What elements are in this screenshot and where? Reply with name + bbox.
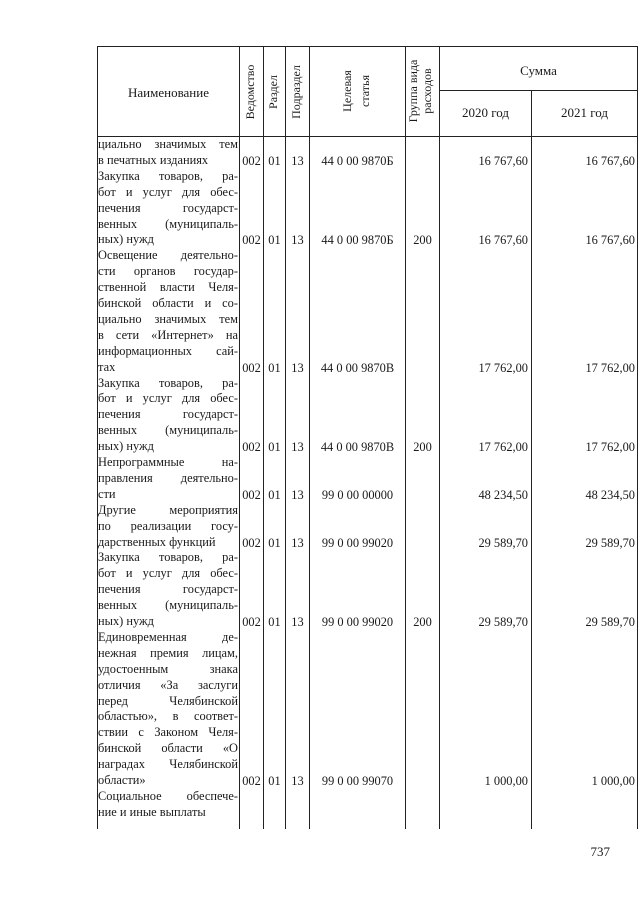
row-podrazdel: 13 [291,774,304,788]
row-name-line: нежная премия лицам, [98,645,238,660]
row-vid-rashodov: 200 [413,233,432,248]
row-name-line: Социальное обеспече- [98,788,238,803]
page-number: 737 [590,844,610,859]
row-name-line: ствии с Законом Челя- [98,725,238,740]
row-name-line: Закупка товаров, ра- [98,550,238,565]
table-top-border [97,46,638,47]
row-podrazdel: 13 [291,153,304,168]
row-celevaya-statya: 44 0 00 9870Б [321,233,394,248]
row-podrazdel: 13 [291,487,304,502]
header-summa: Сумма [520,63,557,78]
row-sum-2020: 16 767,60 [478,233,528,248]
header-name: Наименование [128,85,209,100]
row-razdel: 01 [268,153,281,168]
row-sum-2021: 1 000,00 [591,774,635,788]
row-vedomstvo: 002 [242,440,261,455]
row-vedomstvo: 002 [242,360,261,375]
row-name-line: бот и услуг для обес- [98,184,238,199]
row-name-line: перед Челябинской [98,693,238,708]
row-name-line: Освещение деятельно- [98,248,238,263]
row-name-line: ственной власти Челя- [98,280,238,295]
row-name-line: ных) нужд [98,439,154,454]
row-name-line: в печатных изданиях [98,152,209,167]
header-gruppa-1: Группа вида [406,59,420,123]
header-celevaya-2: статья [358,75,372,107]
row-name-line: печения государст- [98,200,238,215]
row-name-line: бинской области и со- [98,296,238,310]
row-vedomstvo: 002 [242,535,261,550]
row-sum-2020: 29 589,70 [478,535,528,550]
row-name-line: венных (муниципаль- [98,423,238,438]
row-name-line: бот и услуг для обес- [98,391,238,406]
row-vedomstvo: 002 [242,487,261,502]
row-sum-2020: 17 762,00 [478,360,528,375]
row-razdel: 01 [268,360,281,375]
row-sum-2021: 29 589,70 [585,615,635,629]
row-podrazdel: 13 [291,233,304,248]
row-podrazdel: 13 [291,360,304,375]
col-border-vr [405,46,406,829]
row-sum-2021: 17 762,00 [585,440,635,455]
row-name-line: ние и иные выплаты [98,804,206,819]
row-sum-2020: 17 762,00 [478,440,528,455]
col-border-right [637,46,638,829]
sum-header-divider [439,90,638,91]
row-sum-2021: 48 234,50 [585,487,635,502]
row-name-line: циально значимых тем [98,137,238,151]
row-podrazdel: 13 [291,615,304,629]
header-year-2020: 2020 год [462,105,509,120]
row-name-line: удостоенным знака [98,661,238,676]
row-name-line: циально значимых тем [98,311,238,326]
row-name-line: областью», в соответ- [98,709,238,724]
row-razdel: 01 [268,487,281,502]
row-name-line: по реализации госу- [98,518,238,533]
row-vedomstvo: 002 [242,774,261,788]
header-gruppa-2: расходов [420,68,434,114]
row-sum-2021: 16 767,60 [585,153,635,168]
row-name-line: Непрограммные на- [98,455,238,469]
row-sum-2020: 1 000,00 [484,774,528,788]
row-name-line: Другие мероприятия [98,502,238,517]
row-podrazdel: 13 [291,440,304,455]
row-name-line: области» [98,773,146,787]
row-celevaya-statya: 44 0 00 9870В [320,360,395,375]
row-sum-2021: 17 762,00 [585,360,635,375]
row-name-line: наградах Челябинской [98,757,238,772]
row-razdel: 01 [268,615,281,629]
row-name-line: информационных сай- [98,343,238,358]
row-sum-2020: 48 234,50 [478,487,528,502]
row-name-line: Единовременная де- [98,629,238,644]
row-celevaya-statya: 99 0 00 99020 [321,535,394,550]
row-celevaya-statya: 99 0 00 00000 [321,487,394,502]
row-celevaya-statya: 44 0 00 9870В [320,440,395,455]
row-vedomstvo: 002 [242,615,261,629]
header-podrazdel: Подраздел [289,65,303,119]
row-name-line: отличия «За заслуги [98,677,238,692]
row-name-line: ных) нужд [98,614,154,628]
row-podrazdel: 13 [291,535,304,550]
row-celevaya-statya: 44 0 00 9870Б [321,153,394,168]
row-name-line: в сети «Интернет» на [98,327,238,342]
row-name-line: Закупка товаров, ра- [98,375,238,390]
row-sum-2021: 16 767,60 [585,233,635,248]
row-sum-2020: 29 589,70 [478,615,528,629]
row-vedomstvo: 002 [242,233,261,248]
col-border-2021 [531,90,532,829]
header-razdel: Раздел [266,75,280,109]
row-name-line: венных (муниципаль- [98,598,238,613]
row-name-line: бот и услуг для обес- [98,566,238,581]
row-razdel: 01 [268,535,281,550]
row-sum-2021: 29 589,70 [585,535,635,550]
row-name-line: сти органов государ- [98,264,238,279]
row-razdel: 01 [268,233,281,248]
row-vedomstvo: 002 [242,153,261,168]
row-celevaya-statya: 99 0 00 99070 [321,774,394,788]
row-name-line: правления деятельно- [98,470,238,485]
header-vedomstvo: Ведомство [243,64,257,120]
row-name-line: тах [98,359,116,374]
row-name-line: дарственных функций [98,534,216,549]
row-vid-rashodov: 200 [413,440,432,455]
header-celevaya-1: Целевая [340,70,354,112]
row-name-line: печения государст- [98,582,238,597]
row-name-line: венных (муниципаль- [98,216,238,231]
row-celevaya-statya: 99 0 00 99020 [321,615,394,629]
row-razdel: 01 [268,774,281,788]
row-name-line: Закупка товаров, ра- [98,168,238,183]
row-razdel: 01 [268,440,281,455]
row-sum-2020: 16 767,60 [478,153,528,168]
row-vid-rashodov: 200 [413,615,432,629]
row-name-line: ных) нужд [98,232,154,247]
row-name-line: сти [98,486,116,501]
header-year-2021: 2021 год [561,105,608,120]
row-name-line: печения государст- [98,407,238,422]
row-name-line: бинской области «О [98,741,238,756]
